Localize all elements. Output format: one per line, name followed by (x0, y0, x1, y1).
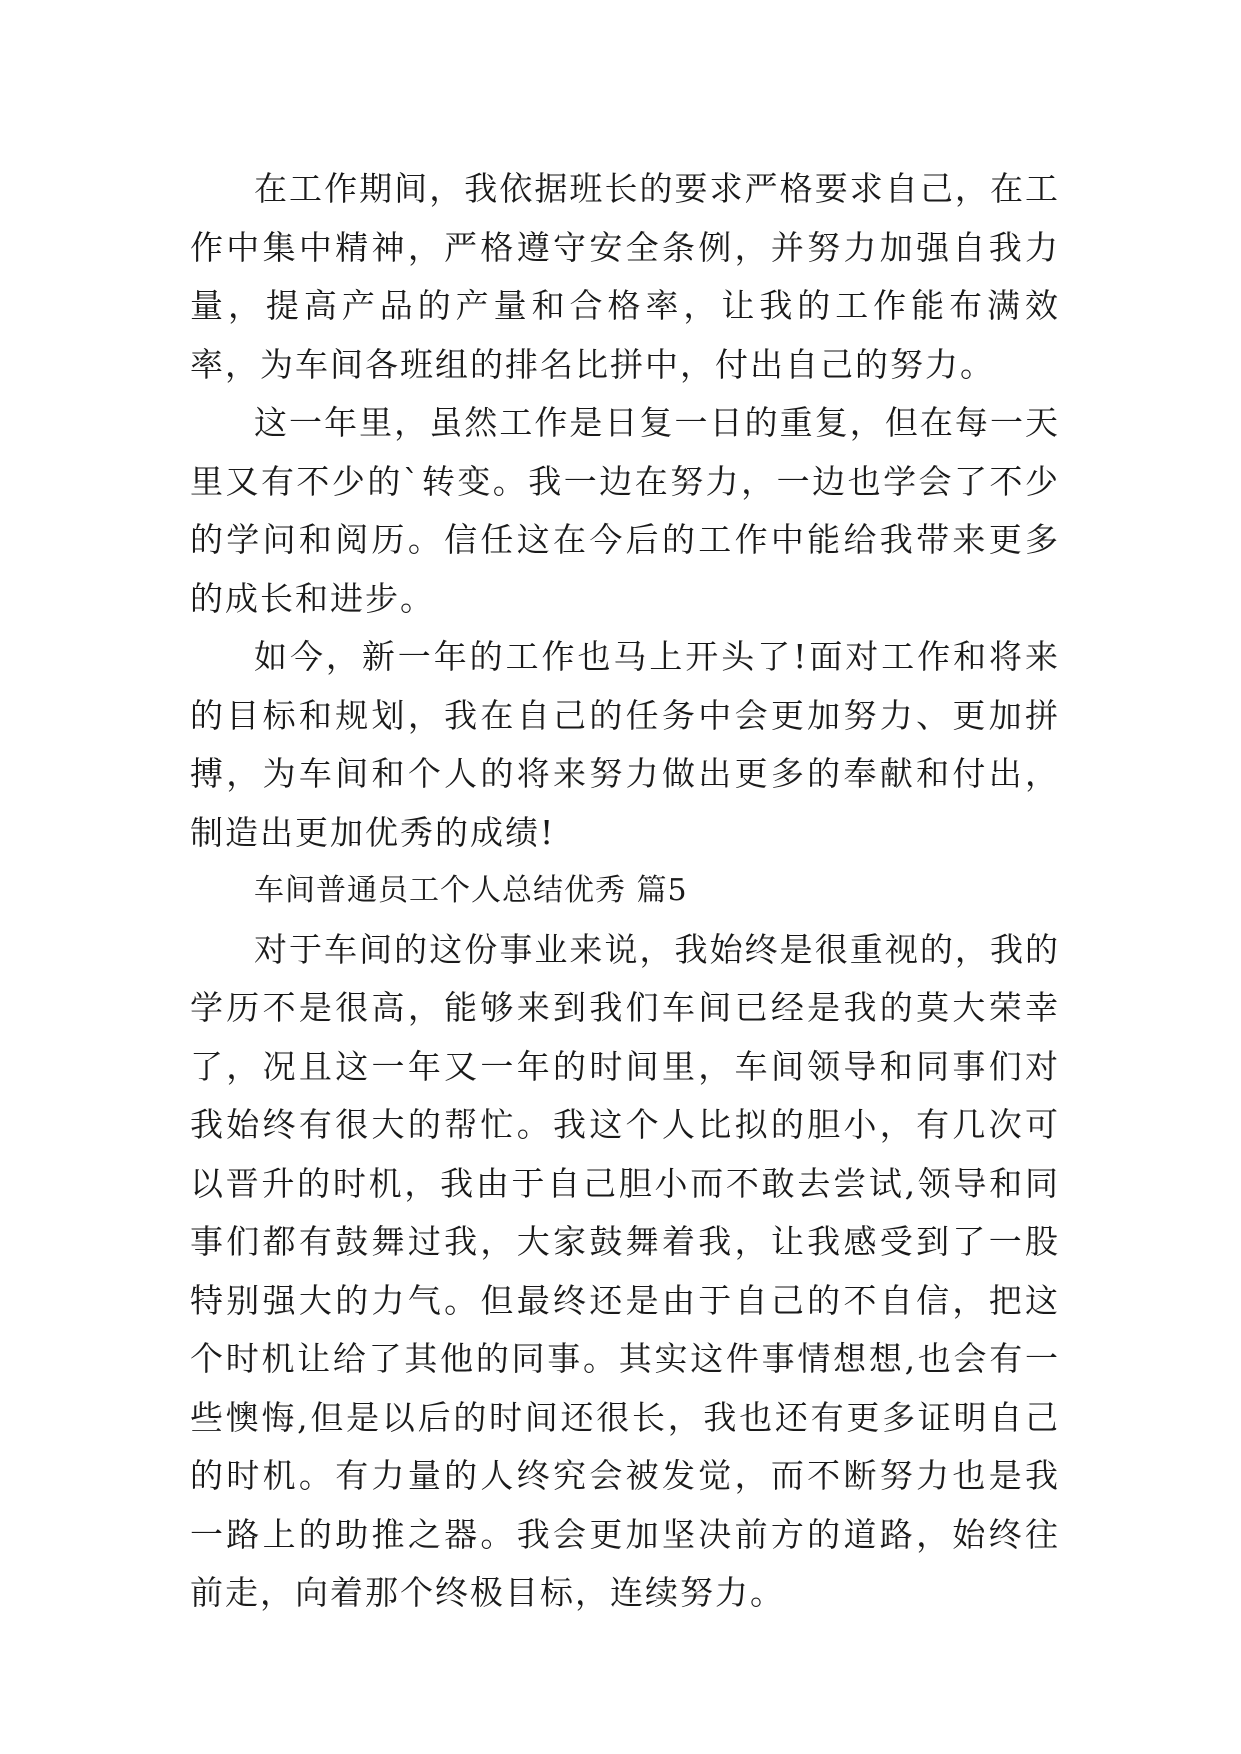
paragraph-4: 对于车间的这份事业来说，我始终是很重视的，我的学历不是很高，能够来到我们车间已经是我的莫大荣幸了，况且这一年又一年的时间里，车间领导和同事们对我始终有很大的帮忙。我这个人比拟的胆小，有几次可以晋升的时机，我由于自己胆小而不敢去尝试,领导和同事们都有鼓舞过我，大家鼓舞着我，让我感受到了一股特别强大的力气。但最终还是由于自己的不自信，把这个时机让给了其他的同事。其实这件事情想想,也会有一些懊悔,但是以后的时间还很长，我也还有更多证明自己的时机。有力量的人终究会被发觉，而不断努力也是我一路上的助推之器。我会更加坚决前方的道路，始终往前走，向着那个终极目标，连续努力。 (190, 929, 1060, 1612)
document-body (190, 160, 1060, 1623)
paragraph-2: 这一年里，虽然工作是日复一日的重复，但在每一天里又有不少的`转变。我一边在努力，一边也学会了不少的学问和阅历。信任这在今后的工作中能给我带来更多的成长和进步。 (190, 403, 1060, 618)
section-title: 车间普通员工个人总结优秀 篇5 (254, 873, 688, 908)
paragraph-1: 在工作期间，我依据班长的要求严格要求自己，在工作中集中精神，严格遵守安全条例，并努力加强自我力量，提高产品的产量和合格率，让我的工作能布满效率，为车间各班组的排名比拼中，付出自己的努力。 (190, 169, 1060, 384)
paragraph-3: 如今，新一年的工作也马上开头了!面对工作和将来的目标和规划，我在自己的任务中会更加努力、更加拼搏，为车间和个人的将来努力做出更多的奉献和付出，制造出更加优秀的成绩! (190, 637, 1060, 852)
